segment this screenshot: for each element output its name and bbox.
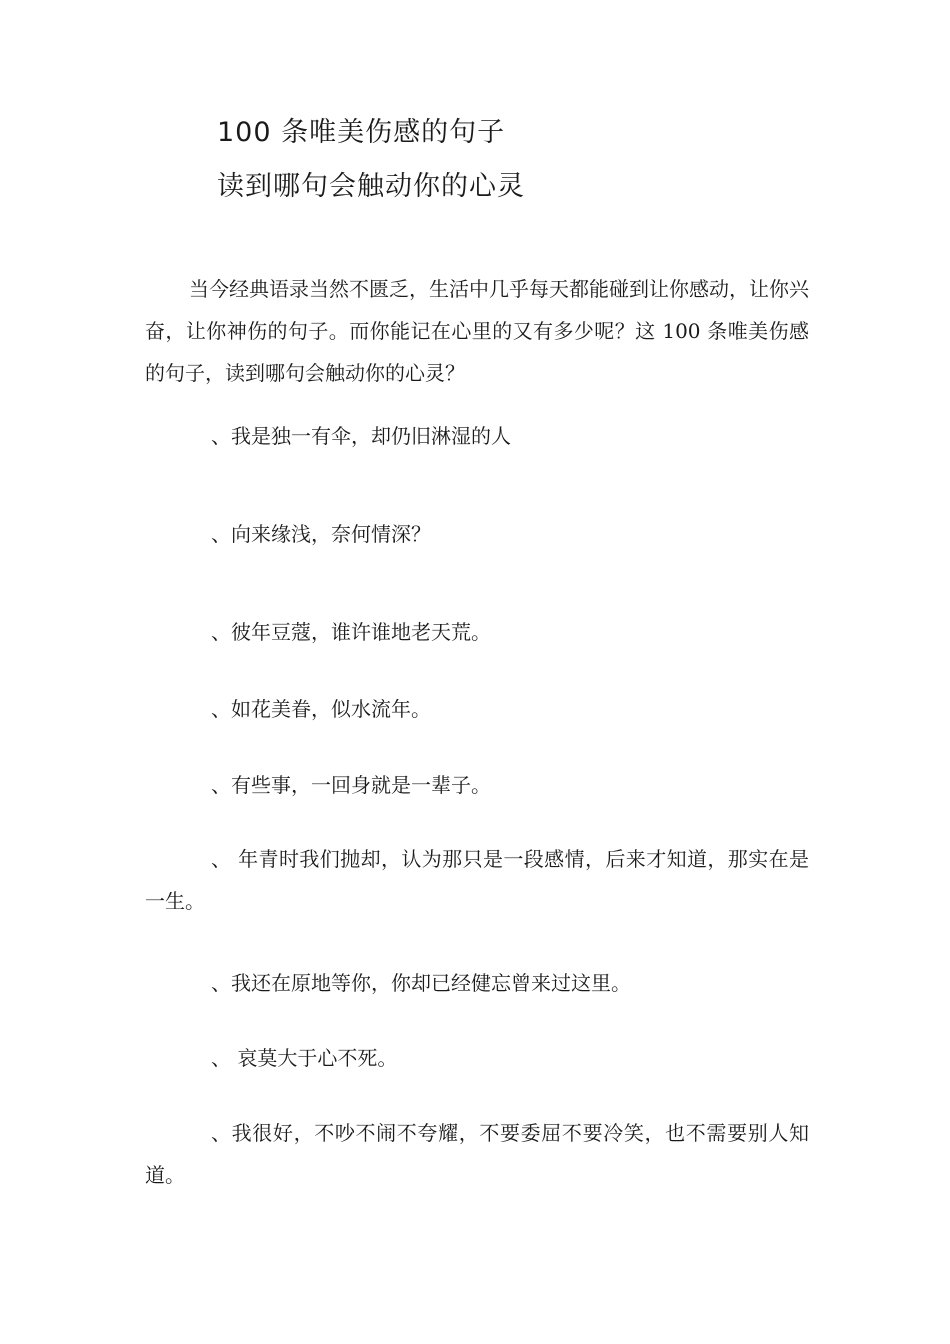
title-line-2: 读到哪句会触动你的心灵 bbox=[217, 171, 525, 202]
quote-item-5: 、有些事，一回身就是一辈子。 bbox=[211, 773, 491, 797]
quote-item-3: 、彼年豆蔻，谁许谁地老天荒。 bbox=[211, 620, 491, 644]
quote-item-4: 、如花美眷，似水流年。 bbox=[211, 697, 431, 721]
quote-item-2: 、向来缘浅，奈何情深？ bbox=[211, 522, 431, 546]
document-title bbox=[217, 106, 777, 214]
title-line-1: 100 条唯美伤感的句子 bbox=[217, 117, 506, 148]
quote-item-8: 、 哀莫大于心不死。 bbox=[211, 1046, 398, 1070]
quote-item-1: 、我是独一有伞，却仍旧淋湿的人 bbox=[211, 424, 511, 448]
quote-item-6: 、 年青时我们抛却，认为那只是一段感情，后来才知道，那实在是 一生。 bbox=[145, 847, 809, 913]
quote-item-7: 、我还在原地等你，你却已经健忘曾来过这里。 bbox=[211, 971, 631, 995]
intro-paragraph: 当今经典语录当然不匮乏，生活中几乎每天都能碰到让你感动，让你兴奋，让你神伤的句子。而你能记在心里的又有多少呢？这 100 条唯美伤感的句子，读到哪句会触动你的心灵？ bbox=[145, 277, 809, 385]
quote-item-9: 、我很好，不吵不闹不夸耀，不要委屈不要冷笑，也不需要别人知道。 bbox=[145, 1121, 809, 1187]
